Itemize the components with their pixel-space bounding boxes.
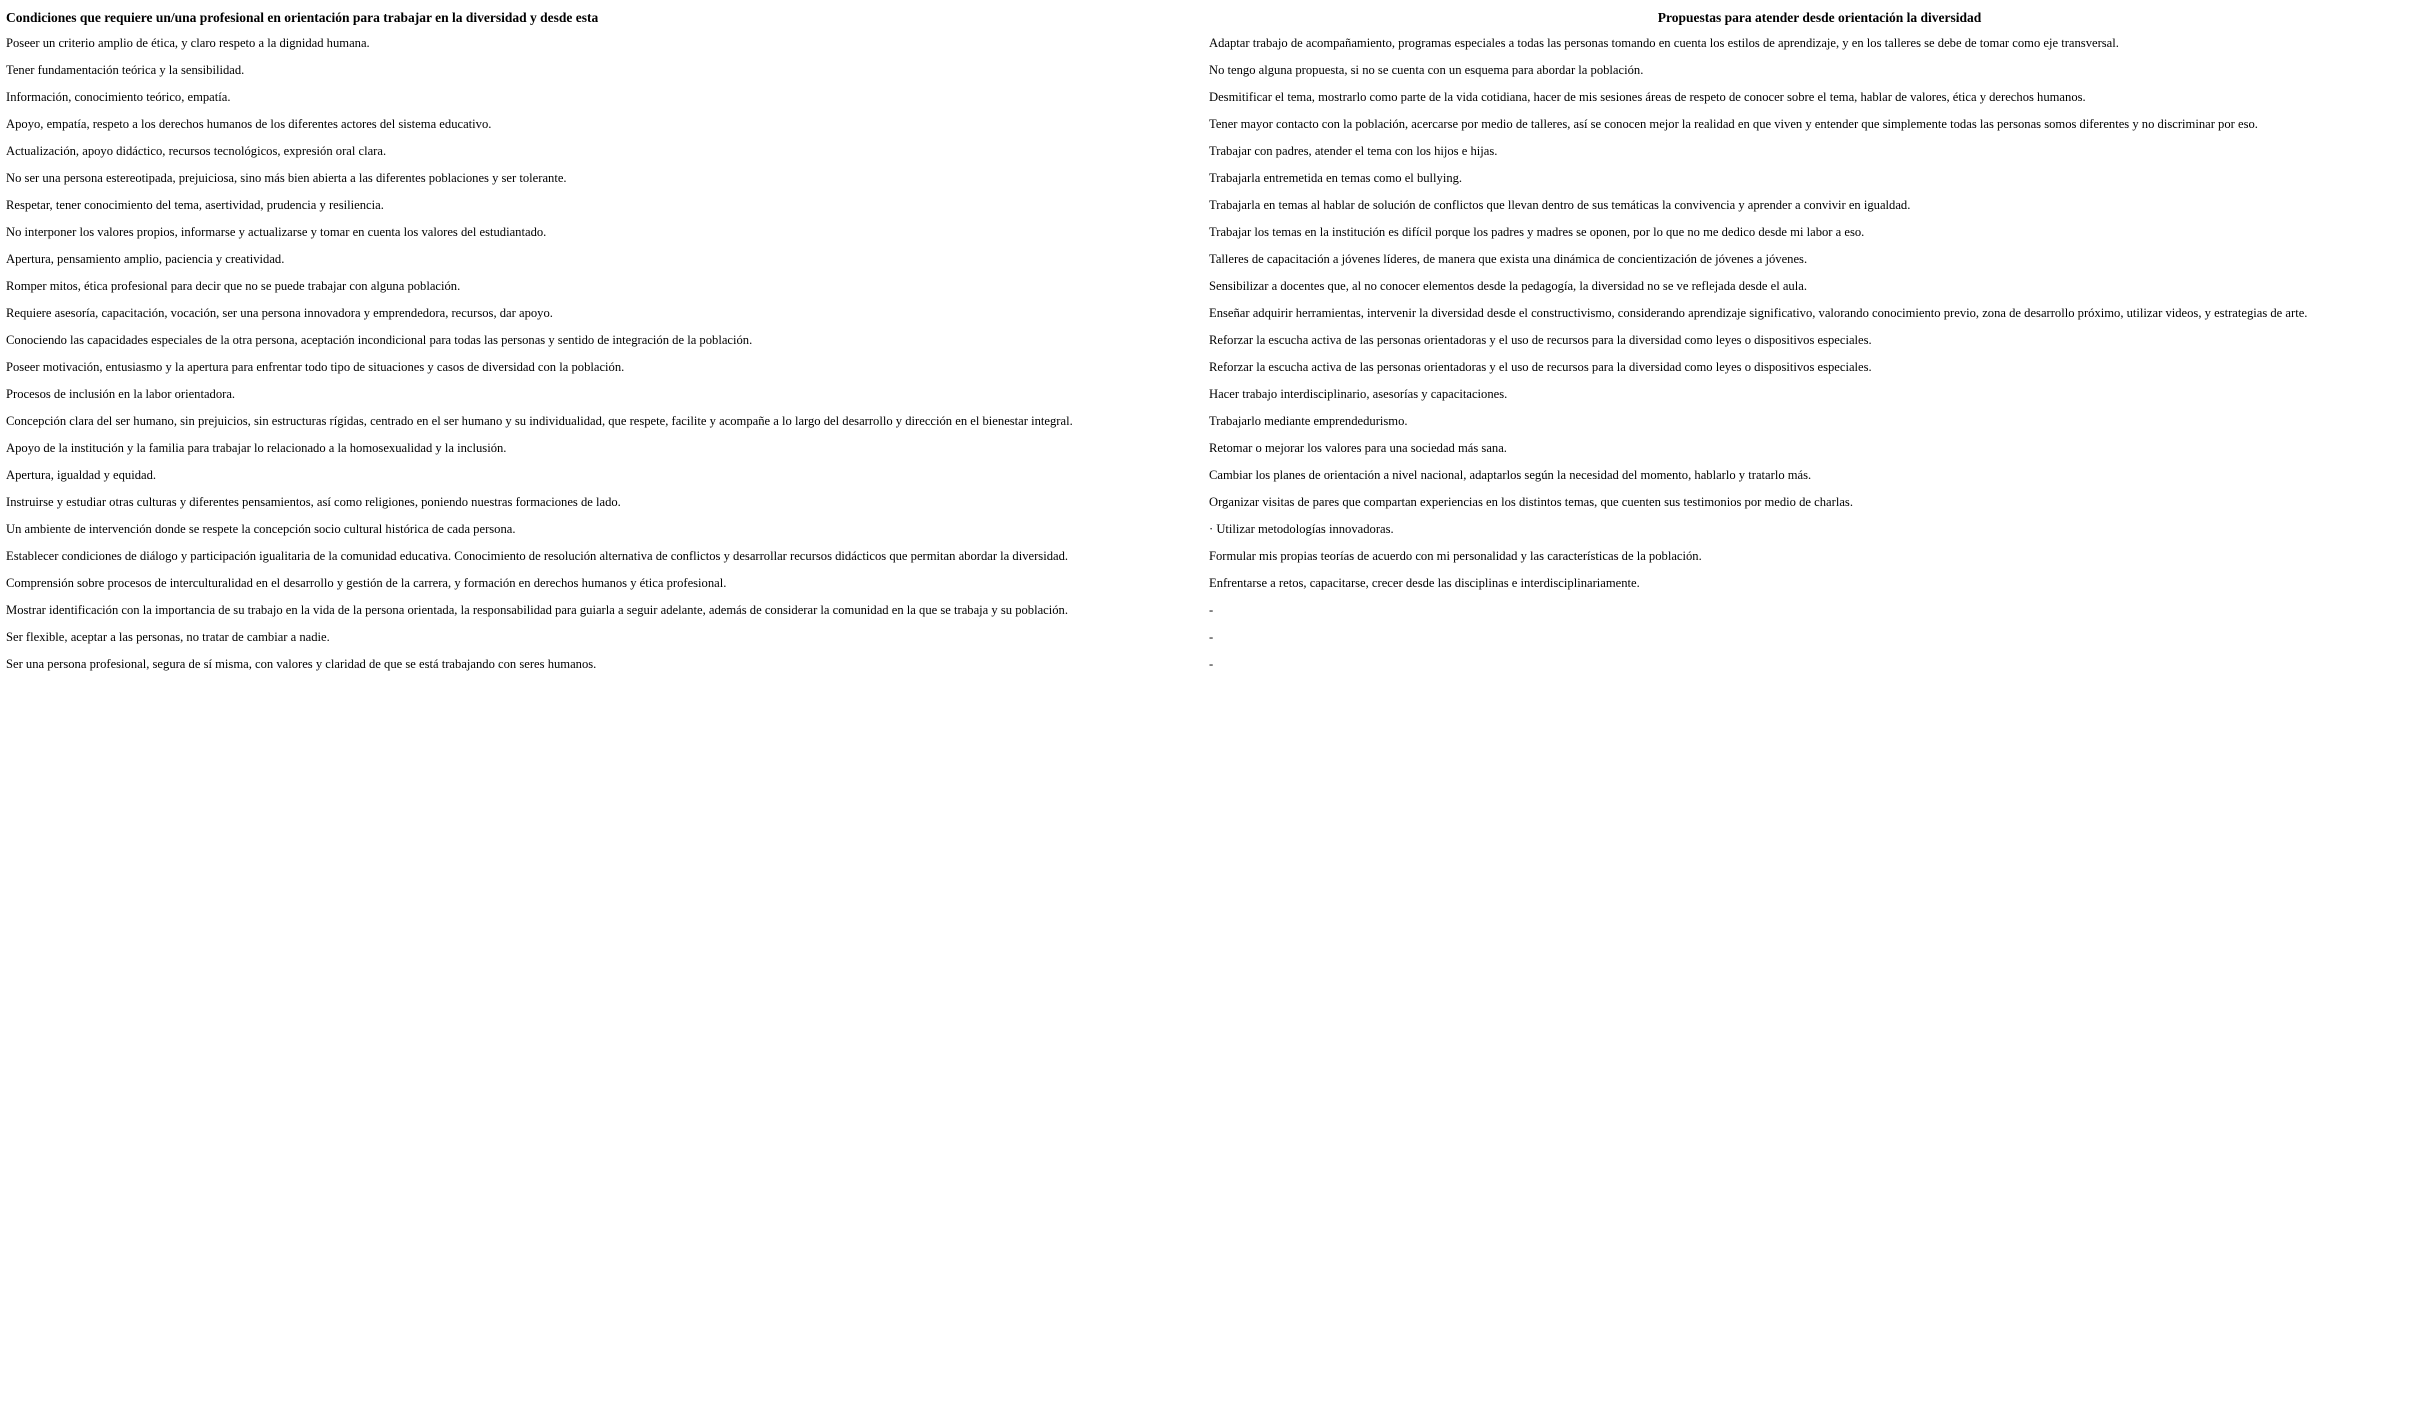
- table-row: [4, 165, 2432, 192]
- condition-cell: Un ambiente de intervención donde se respete la concepción socio cultural histórica de cada persona.: [6, 522, 516, 536]
- table-row: [4, 354, 2432, 381]
- table-row: [4, 30, 2432, 57]
- condition-cell: Requiere asesoría, capacitación, vocación, ser una persona innovadora y emprendedora, recursos, dar apoyo.: [6, 306, 553, 320]
- table-row: [4, 246, 2432, 273]
- table-row: [4, 624, 2432, 651]
- table-row: [4, 57, 2432, 84]
- condition-cell: Apertura, igualdad y equidad.: [6, 468, 157, 482]
- proposal-cell: Adaptar trabajo de acompañamiento, programas especiales a todas las personas tomando en cuenta los estilos de aprendizaje, y en los talleres se debe de tomar como eje transversal.: [1209, 36, 2119, 50]
- table-row: [4, 597, 2432, 624]
- proposal-cell: · Utilizar metodologías innovadoras.: [1209, 522, 1394, 536]
- condition-cell: Establecer condiciones de diálogo y participación igualitaria de la comunidad educativa. Conocimiento de resolución alternativa de conflictos y desarrollar recursos didácticos que permitan abordar la diversidad.: [6, 549, 1069, 563]
- table-row: [4, 219, 2432, 246]
- proposal-cell: Cambiar los planes de orientación a nivel nacional, adaptarlos según la necesidad del momento, hablarlo y tratarlo más.: [1209, 468, 1812, 482]
- condition-cell: Procesos de inclusión en la labor orientadora.: [6, 387, 236, 401]
- condition-cell: Actualización, apoyo didáctico, recursos tecnológicos, expresión oral clara.: [6, 144, 387, 158]
- proposal-cell: Retomar o mejorar los valores para una sociedad más sana.: [1209, 441, 1507, 455]
- column-header-proposals: Propuestas para atender desde orientación la diversidad: [1657, 10, 1982, 25]
- table-row: [4, 489, 2432, 516]
- proposal-cell: Organizar visitas de pares que compartan experiencias en los distintos temas, que cuenten sus testimonios por medio de charlas.: [1209, 495, 1853, 509]
- proposal-cell: No tengo alguna propuesta, si no se cuenta con un esquema para abordar la población.: [1209, 63, 1644, 77]
- condition-cell: Mostrar identificación con la importancia de su trabajo en la vida de la persona orientada, la responsabilidad para guiarla a seguir adelante, además de considerar la comunidad en la que se trabaja y su población.: [6, 603, 1069, 617]
- condition-cell: Apoyo, empatía, respeto a los derechos humanos de los diferentes actores del sistema educativo.: [6, 117, 492, 131]
- proposal-cell: Reforzar la escucha activa de las personas orientadoras y el uso de recursos para la diversidad como leyes o dispositivos especiales.: [1209, 360, 1872, 374]
- proposal-cell: Formular mis propias teorías de acuerdo con mi personalidad y las características de la población.: [1209, 549, 1702, 563]
- proposal-cell: -: [1209, 603, 1214, 617]
- table-row: [4, 408, 2432, 435]
- proposal-cell: Desmitificar el tema, mostrarlo como parte de la vida cotidiana, hacer de mis sesiones áreas de respeto de conocer sobre el tema, hablar de valores, ética y derechos humanos.: [1209, 90, 2086, 104]
- condition-cell: Apoyo de la institución y la familia para trabajar lo relacionado a la homosexualidad y la inclusión.: [6, 441, 507, 455]
- table-header-row: [4, 6, 2432, 30]
- proposal-cell: Sensibilizar a docentes que, al no conocer elementos desde la pedagogía, la diversidad no se ve reflejada desde el aula.: [1209, 279, 1807, 293]
- condition-cell: Tener fundamentación teórica y la sensibilidad.: [6, 63, 245, 77]
- proposal-cell: -: [1209, 657, 1214, 671]
- table-row: [4, 111, 2432, 138]
- table-row: [4, 570, 2432, 597]
- condition-cell: No ser una persona estereotipada, prejuiciosa, sino más bien abierta a las diferentes poblaciones y ser tolerante.: [6, 171, 567, 185]
- table-row: [4, 327, 2432, 354]
- table-row: [4, 273, 2432, 300]
- condition-cell: Poseer motivación, entusiasmo y la apertura para enfrentar todo tipo de situaciones y casos de diversidad con la población.: [6, 360, 625, 374]
- condition-cell: Apertura, pensamiento amplio, paciencia y creatividad.: [6, 252, 285, 266]
- table-row: [4, 84, 2432, 111]
- proposal-cell: Reforzar la escucha activa de las personas orientadoras y el uso de recursos para la diversidad como leyes o dispositivos especiales.: [1209, 333, 1872, 347]
- condition-cell: Comprensión sobre procesos de interculturalidad en el desarrollo y gestión de la carrera, y formación en derechos humanos y ética profesional.: [6, 576, 727, 590]
- condition-cell: Información, conocimiento teórico, empatía.: [6, 90, 231, 104]
- condition-cell: Ser flexible, aceptar a las personas, no tratar de cambiar a nadie.: [6, 630, 330, 644]
- table-row: [4, 543, 2432, 570]
- table-row: [4, 516, 2432, 543]
- proposal-cell: Trabajarla en temas al hablar de solución de conflictos que llevan dentro de sus temáticas la convivencia y aprender a convivir en igualdad.: [1209, 198, 1911, 212]
- condition-cell: Instruirse y estudiar otras culturas y diferentes pensamientos, así como religiones, poniendo nuestras formaciones de lado.: [6, 495, 621, 509]
- proposal-cell: Talleres de capacitación a jóvenes líderes, de manera que exista una dinámica de concientización de jóvenes a jóvenes.: [1209, 252, 1808, 266]
- conditions-proposals-table: [4, 6, 2432, 678]
- proposal-cell: Tener mayor contacto con la población, acercarse por medio de talleres, así se conocen mejor la realidad en que viven y entender que simplemente todas las personas somos diferentes y no discriminar por eso.: [1209, 117, 2258, 131]
- proposal-cell: Trabajar los temas en la institución es difícil porque los padres y madres se oponen, por lo que no me dedico desde mi labor a eso.: [1209, 225, 1865, 239]
- table-row: [4, 651, 2432, 678]
- table-body: [4, 30, 2432, 678]
- proposal-cell: Trabajar con padres, atender el tema con los hijos e hijas.: [1209, 144, 1498, 158]
- proposal-cell: Enseñar adquirir herramientas, intervenir la diversidad desde el constructivismo, considerando aprendizaje significativo, valorando conocimiento previo, zona de desarrollo próximo, utilizar videos, y estrategias de arte.: [1209, 306, 2308, 320]
- table-row: [4, 381, 2432, 408]
- condition-cell: Respetar, tener conocimiento del tema, asertividad, prudencia y resiliencia.: [6, 198, 384, 212]
- table-row: [4, 138, 2432, 165]
- proposal-cell: Trabajarlo mediante emprendedurismo.: [1209, 414, 1408, 428]
- condition-cell: Conociendo las capacidades especiales de la otra persona, aceptación incondicional para todas las personas y sentido de integración de la población.: [6, 333, 753, 347]
- condition-cell: Ser una persona profesional, segura de sí misma, con valores y claridad de que se está trabajando con seres humanos.: [6, 657, 597, 671]
- condition-cell: Poseer un criterio amplio de ética, y claro respeto a la dignidad humana.: [6, 36, 370, 50]
- proposal-cell: Hacer trabajo interdisciplinario, asesorías y capacitaciones.: [1209, 387, 1508, 401]
- proposal-cell: Trabajarla entremetida en temas como el bullying.: [1209, 171, 1463, 185]
- table-row: [4, 300, 2432, 327]
- table-row: [4, 435, 2432, 462]
- proposal-cell: -: [1209, 630, 1214, 644]
- proposal-cell: Enfrentarse a retos, capacitarse, crecer desde las disciplinas e interdisciplinariamente.: [1209, 576, 1640, 590]
- table-row: [4, 192, 2432, 219]
- condition-cell: Concepción clara del ser humano, sin prejuicios, sin estructuras rígidas, centrado en el ser humano y su individualidad, que respete, facilite y acompañe a lo largo del desarrollo y dirección en el bienestar integral.: [6, 414, 1073, 428]
- table-row: [4, 462, 2432, 489]
- condition-cell: No interponer los valores propios, informarse y actualizarse y tomar en cuenta los valores del estudiantado.: [6, 225, 547, 239]
- column-header-conditions: Condiciones que requiere un/una profesional en orientación para trabajar en la diversidad y desde esta: [6, 10, 599, 25]
- condition-cell: Romper mitos, ética profesional para decir que no se puede trabajar con alguna población.: [6, 279, 461, 293]
